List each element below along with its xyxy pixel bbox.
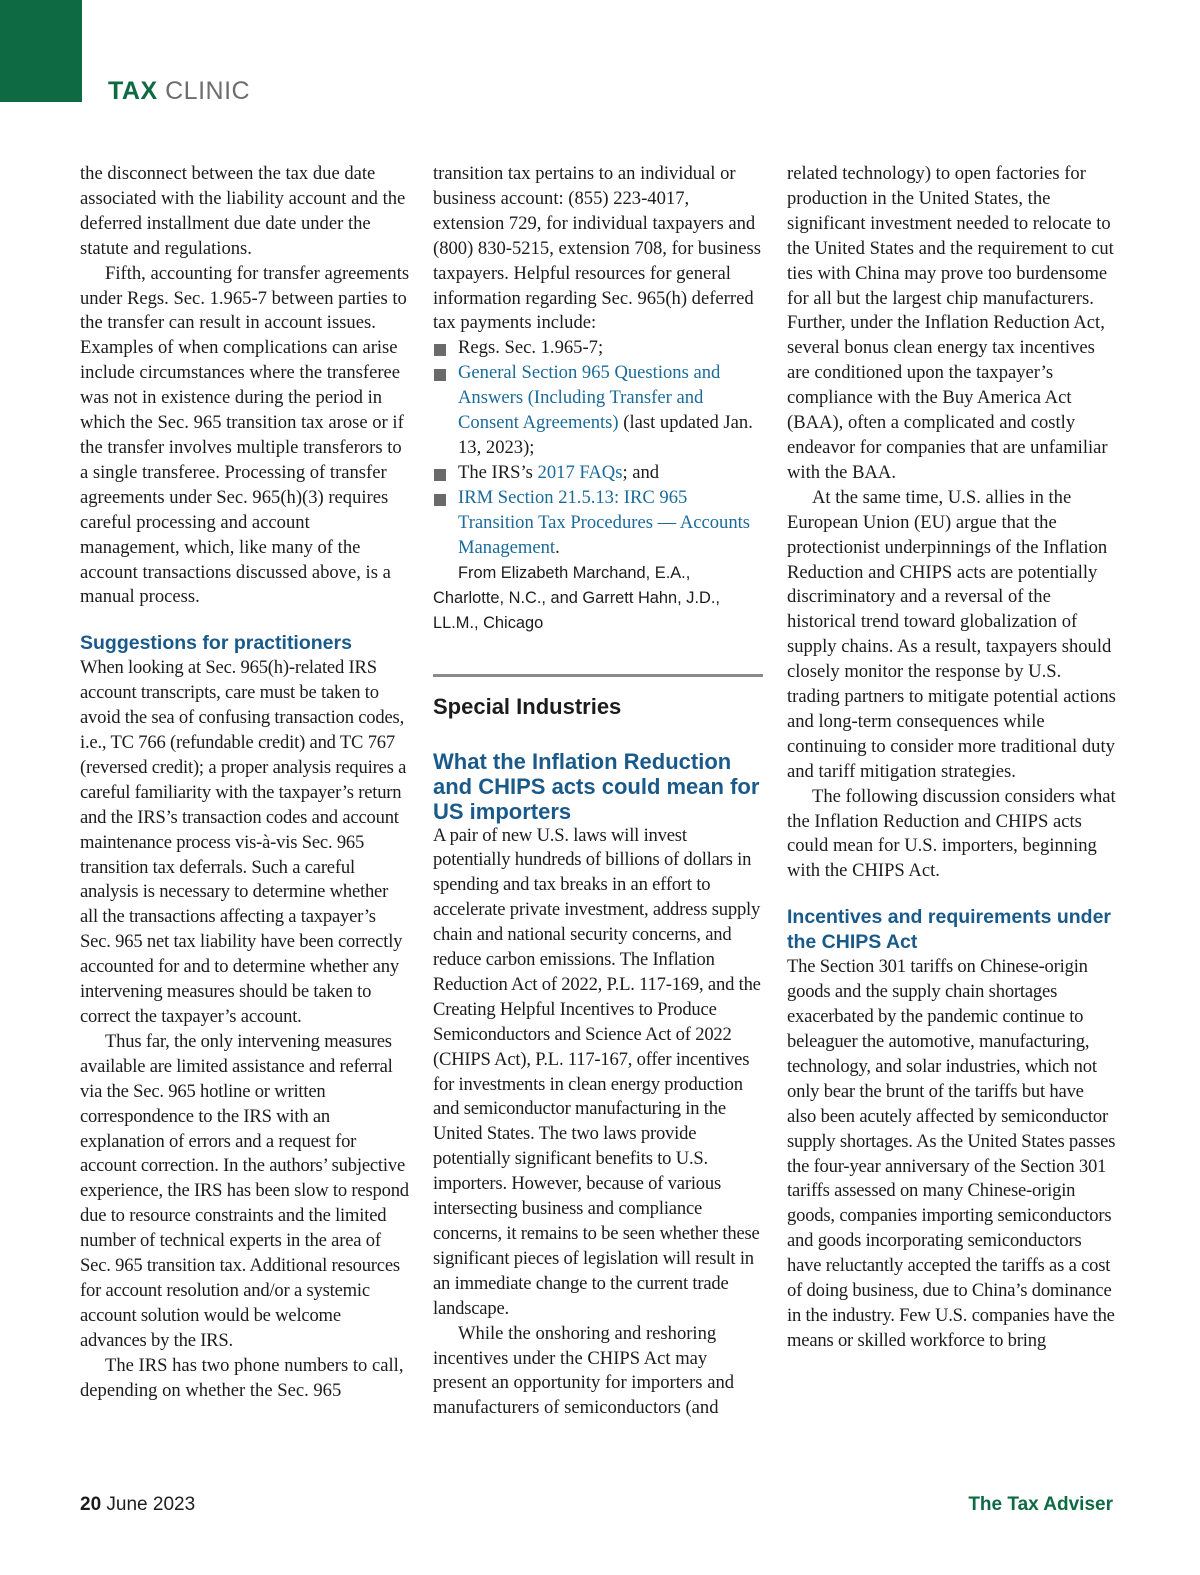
link-section-965-qa[interactable]: General Section 965 Questions and Answers (Including Transfer and Consent Agreements) xyxy=(458,362,721,434)
list-item-text: ; and xyxy=(622,461,660,483)
paragraph: A pair of new U.S. laws will invest potentially hundreds of billions of dollars in spending and tax breaks in an effort to accelerate private investment, address supply chain and national security concerns, and reduce carbon emissions. The Inflation Reduction Act of 2022, P.L. 117-169, and the Creating Helpful Incentives to Produce Semiconductors and Science Act of 2022 (CHIPS Act), P.L. 117-167, offer incentives for investments in clean energy production and semiconductor manufacturing in the United States. The two laws provide potentially significant benefits to U.S. importers. However, because of various intersecting business and compliance concerns, it remains to be seen whether these significant pieces of legislation will result in an immediate change to the current trade landscape. xyxy=(433,824,761,1319)
list-item-text: (last updated Jan. 13, 2023); xyxy=(458,412,753,458)
paragraph: transition tax pertains to an individual or business account: (855) 223-4017, extension 729, for individual taxpayers and (800) 830-5215, extension 708, for business taxpayers. Helpful resources for general information regarding Sec. 965(h) deferred tax payments include: xyxy=(433,163,761,334)
publication-name: The Tax Adviser xyxy=(968,1494,1113,1515)
list-item xyxy=(433,361,763,461)
section-divider xyxy=(433,674,763,677)
paragraph: The following discussion considers what the Inflation Reduction and CHIPS acts could mean for U.S. importers, beginning with the CHIPS Act. xyxy=(787,785,1116,882)
resource-list xyxy=(433,336,763,560)
header-accent-block xyxy=(0,0,82,102)
column-2 xyxy=(433,162,763,1421)
list-item xyxy=(433,336,763,361)
subheading-suggestions: Suggestions for practitioners xyxy=(80,632,352,655)
paragraph: the disconnect between the tax due date associated with the liability account and the deferred installment due date under the statute and regulations. xyxy=(80,163,406,259)
paragraph: The Section 301 tariffs on Chinese-origin goods and the supply chain shortages exacerbated by the pandemic continue to beleaguer the automotive, manufacturing, technology, and solar industries, which not only bear the brunt of the tariffs but have also been acutely affected by semiconductor supply shortages. As the United States passes the four-year anniversary of the Section 301 tariffs assessed on many Chinese-origin goods, companies importing semiconductors and goods incorporating semiconductors have reluctantly accepted the tariffs as a cost of doing business, due to China’s dominance in the industry. Few U.S. companies have the means or skilled workforce to bring xyxy=(787,956,1116,1351)
column-3 xyxy=(787,162,1117,1354)
paragraph: related technology) to open factories for production in the United States, the significant investment needed to relocate to the United States and the requirement to cut ties with China may prove too burdensome for all but the largest chip manufacturers. Further, under the Inflation Reduction Act, several bonus clean energy tax incentives are conditioned upon the taxpayer’s compliance with the Buy America Act (BAA), often a complicated and costly endeavor for companies that are unfamiliar with the BAA. xyxy=(787,163,1114,483)
list-item xyxy=(433,461,763,486)
paragraph: The IRS has two phone numbers to call, depending on whether the Sec. 965 xyxy=(80,1354,404,1401)
subheading-chips-incentives: Incentives and requirements under the CHIPS Act xyxy=(787,906,1112,954)
link-irm-section[interactable]: IRM Section 21.5.13: IRC 965 Transition Tax Procedures — Accounts Management xyxy=(458,486,751,558)
column-1 xyxy=(80,162,410,1404)
paragraph: Thus far, the only intervening measures available are limited assistance and referral via the Sec. 965 hotline or written correspondence to the IRS with an explanation of errors and a request for account correction. In the authors’ subjective experience, the IRS has been slow to respond due to resource constraints and the limited number of technical experts in the area of Sec. 965 transition tax. Additional resources for account resolution and/or a systemic account solution would be welcome advances by the IRS. xyxy=(80,1030,409,1351)
paragraph: When looking at Sec. 965(h)-related IRS account transcripts, care must be taken to avoid the sea of confusing transaction codes, i.e., TC 766 (refundable credit) and TC 767 (reversed credit); a proper analysis requires a careful familiarity with the taxpayer’s return and the IRS’s transaction codes and account maintenance process vis-à-vis Sec. 965 transition tax deferrals. Such a careful analysis is necessary to determine whether all the transactions affecting a taxpayer’s Sec. 965 net tax liability have been correctly accounted for and to determine whether any intervening measures should be taken to correct the taxpayer’s account. xyxy=(80,657,407,1027)
list-item xyxy=(433,486,763,561)
article-title: What the Inflation Reduction and CHIPS acts could mean for US importers xyxy=(433,748,760,824)
bullet-square-icon xyxy=(434,469,446,481)
author-byline xyxy=(433,561,763,636)
list-item-text: The IRS’s xyxy=(458,461,538,483)
paragraph: At the same time, U.S. allies in the European Union (EU) argue that the protectionist underpinnings of the Inflation Reduction and CHIPS acts are potentially discriminatory and a reversal of the historical trend toward globalization of supply chains. As a result, taxpayers should closely monitor the response by U.S. trading partners to mitigate potential actions and long-term consequences while continuing to consider more traditional duty and tariff mitigation strategies. xyxy=(787,486,1116,782)
category-heading: Special Industries xyxy=(433,693,622,719)
paragraph: Fifth, accounting for transfer agreements under Regs. Sec. 1.965-7 between parties to the transfer can result in account issues. Examples of when complications can arise include circumstances where the transferee was not in existence during the period in which the Sec. 965 transition tax arose or if the transfer involves multiple transferors to a single transferee. Processing of transfer agreements under Sec. 965(h)(3) requires careful processing and account management, which, like many of the account transactions discussed above, is a manual process. xyxy=(80,262,410,608)
bullet-square-icon xyxy=(434,494,446,506)
issue-date: June 2023 xyxy=(106,1494,196,1515)
list-item-text: Regs. Sec. 1.965-7; xyxy=(458,337,604,359)
section-label-bold: TAX xyxy=(108,77,158,105)
paragraph: While the onshoring and reshoring incentives under the CHIPS Act may present an opportunity for importers and manufacturers of semiconductors (and xyxy=(433,1322,735,1419)
page-number: 20 xyxy=(80,1494,102,1515)
byline-first-line: From Elizabeth Marchand, E.A., xyxy=(458,563,691,582)
byline-rest: Charlotte, N.C., and Garrett Hahn, J.D., LL.M., Chicago xyxy=(433,588,720,632)
link-2017-faqs[interactable]: 2017 FAQs xyxy=(537,461,623,483)
section-label xyxy=(108,76,250,106)
footer-page-info xyxy=(80,1493,195,1517)
section-label-light: CLINIC xyxy=(165,77,251,105)
bullet-square-icon xyxy=(434,344,446,356)
bullet-square-icon xyxy=(434,369,446,381)
list-item-text: . xyxy=(555,536,560,558)
